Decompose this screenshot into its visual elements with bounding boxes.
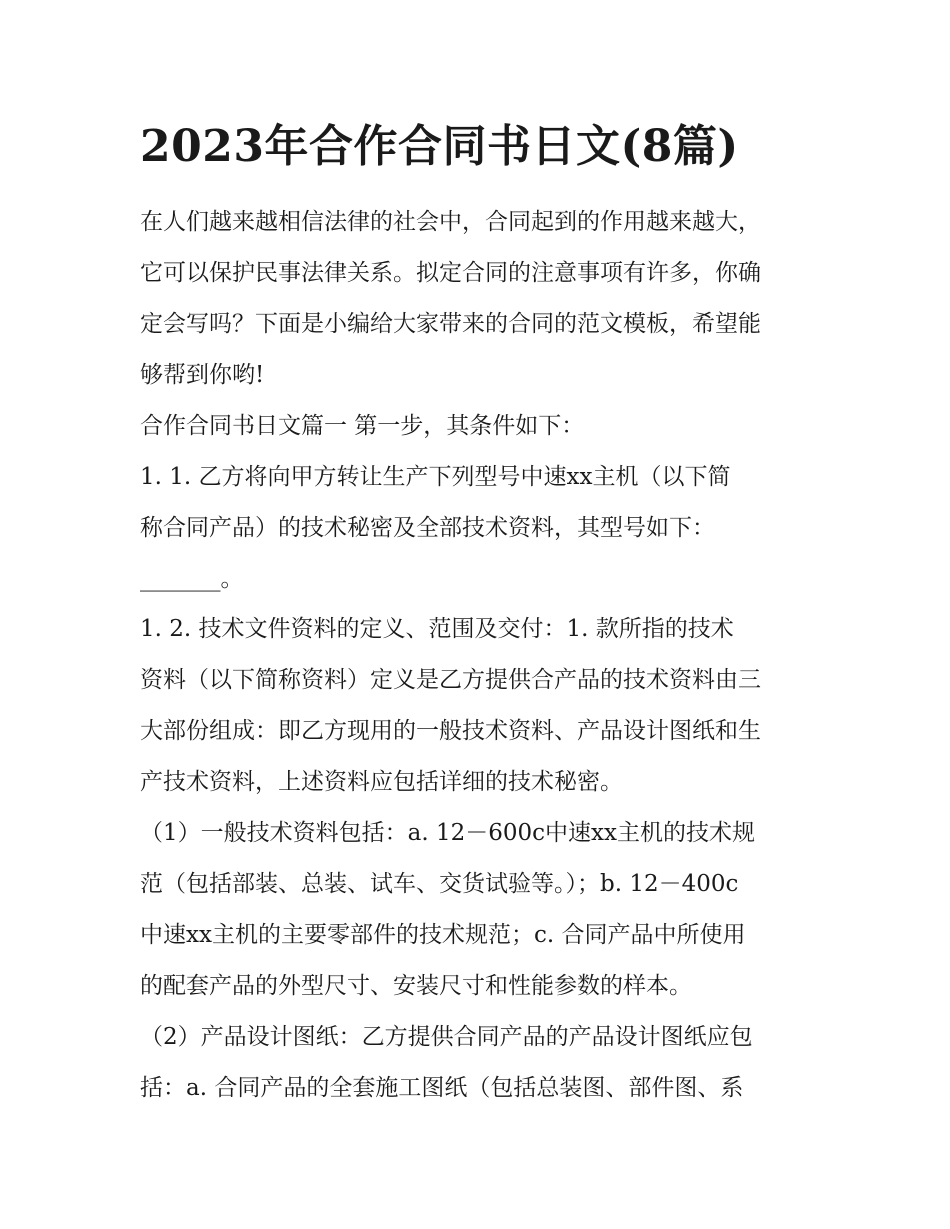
paragraph-line: 1. 2. 技术文件资料的定义、范围及交付：1. 款所指的技术 xyxy=(140,616,734,642)
paragraph-line: 资料（以下简称资料）定义是乙方提供合产品的技术资料由三 xyxy=(140,667,761,693)
paragraph-line: 1. 1. 乙方将向甲方转让生产下列型号中速xx主机（以下简 xyxy=(140,464,731,490)
paragraph-line: 的配套产品的外型尺寸、安装尺寸和性能参数的样本。 xyxy=(140,973,692,999)
paragraph-line: 它可以保护民事法律关系。拟定合同的注意事项有许多，你确 xyxy=(140,260,761,286)
paragraph-line: 称合同产品）的技术秘密及全部技术资料，其型号如下： xyxy=(140,515,715,541)
paragraph-line: 合作合同书日文篇一 第一步，其条件如下： xyxy=(140,413,585,439)
paragraph-line: 定会写吗？下面是小编给大家带来的合同的范文模板，希望能 xyxy=(140,311,761,337)
paragraph-line: 产技术资料，上述资料应包括详细的技术秘密。 xyxy=(140,769,623,795)
paragraph-line: （1）一般技术资料包括：a. 12－600c中速xx主机的技术规 xyxy=(140,820,755,846)
paragraph-line: 范（包括部装、总装、试车、交货试验等。）；b. 12－400c xyxy=(140,871,739,897)
paragraph-line: 够帮到你哟! xyxy=(140,362,265,388)
document-title: 2023年合作合同书日文(8篇) xyxy=(140,121,739,172)
paragraph-line: _______。 xyxy=(140,566,244,592)
paragraph-line: 括：a. 合同产品的全套施工图纸（包括总装图、部件图、系 xyxy=(140,1075,744,1101)
paragraph-line: 大部份组成：即乙方现用的一般技术资料、产品设计图纸和生 xyxy=(140,718,761,744)
paragraph-line: （2）产品设计图纸：乙方提供合同产品的产品设计图纸应包 xyxy=(140,1024,753,1050)
paragraph-line: 中速xx主机的主要零部件的技术规范；c. 合同产品中所使用 xyxy=(140,922,746,948)
paragraph-line: 在人们越来越相信法律的社会中，合同起到的作用越来越大， xyxy=(140,209,761,235)
